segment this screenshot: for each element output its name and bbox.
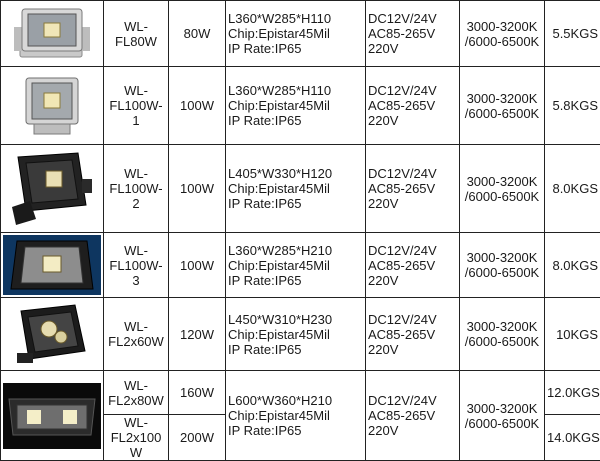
- power-cell: [169, 1, 226, 67]
- weight-text: 8.0KGS: [547, 258, 598, 273]
- cct-text: 3000-3200K /6000-6500K: [462, 91, 542, 121]
- power-cell: [169, 233, 226, 298]
- cct-cell: [460, 67, 545, 145]
- power-cell: [169, 371, 226, 415]
- model-cell: [104, 1, 169, 67]
- model-text: WL- FL100W- 3: [106, 243, 166, 288]
- voltage-cell: [366, 67, 460, 145]
- weight-text: 12.0KGS: [547, 385, 598, 400]
- cct-text: 3000-3200K /6000-6500K: [462, 319, 542, 349]
- spec-text: L360*W285*H110 Chip:Epistar45Mil IP Rate:IP65: [228, 11, 363, 56]
- voltage-text: DC12V/24V AC85-265V 220V: [368, 83, 457, 128]
- weight-text: 5.5KGS: [547, 26, 598, 41]
- power-text: 100W: [171, 98, 223, 113]
- power-text: 160W: [171, 385, 223, 400]
- spec-cell: [226, 233, 366, 298]
- spec-cell: [226, 145, 366, 233]
- model-cell: [104, 145, 169, 233]
- model-text: WL- FL100W- 1: [106, 83, 166, 128]
- weight-cell: [545, 415, 600, 461]
- voltage-cell: [366, 371, 460, 461]
- weight-cell: [545, 298, 600, 371]
- table-row: [1, 298, 600, 371]
- product-photo-cell: [1, 1, 104, 67]
- voltage-text: DC12V/24V AC85-265V 220V: [368, 312, 457, 357]
- model-text: WL- FL2x100 W: [106, 415, 166, 460]
- model-cell: [104, 233, 169, 298]
- power-cell: [169, 145, 226, 233]
- table-row: [1, 67, 600, 145]
- weight-cell: [545, 371, 600, 415]
- cct-cell: [460, 298, 545, 371]
- weight-text: 5.8KGS: [547, 98, 598, 113]
- cct-cell: [460, 233, 545, 298]
- model-cell: [104, 415, 169, 461]
- floodlight-dark-twin-icon: [3, 383, 101, 449]
- product-photo-cell: [1, 233, 104, 298]
- voltage-cell: [366, 233, 460, 298]
- model-cell: [104, 371, 169, 415]
- model-text: WL- FL2x60W: [106, 319, 166, 349]
- model-text: WL- FL100W- 2: [106, 166, 166, 211]
- power-text: 80W: [171, 26, 223, 41]
- power-text: 100W: [171, 181, 223, 196]
- product-photo-cell: [1, 67, 104, 145]
- cct-cell: [460, 1, 545, 67]
- cct-text: 3000-3200K /6000-6500K: [462, 174, 542, 204]
- power-cell: [169, 298, 226, 371]
- weight-text: 10KGS: [547, 327, 598, 342]
- spec-text: L450*W310*H230 Chip:Epistar45Mil IP Rate:IP65: [228, 312, 363, 357]
- power-text: 100W: [171, 258, 223, 273]
- weight-text: 14.0KGS: [547, 430, 598, 445]
- model-text: WL- FL80W: [106, 19, 166, 49]
- floodlight-silver-icon: [10, 5, 94, 63]
- power-text: 200W: [171, 430, 223, 445]
- weight-cell: [545, 233, 600, 298]
- spec-cell: [226, 298, 366, 371]
- weight-text: 8.0KGS: [547, 181, 598, 196]
- voltage-text: DC12V/24V AC85-265V 220V: [368, 166, 457, 211]
- table-row: [1, 371, 600, 415]
- table-row: [1, 1, 600, 67]
- floodlight-black-twin-icon: [13, 301, 91, 367]
- product-photo-cell: [1, 145, 104, 233]
- table-row: [1, 145, 600, 233]
- spec-cell: [226, 371, 366, 461]
- weight-cell: [545, 1, 600, 67]
- floodlight-black-icon: [8, 149, 96, 229]
- floodlight-silver-icon: [22, 74, 82, 138]
- weight-cell: [545, 145, 600, 233]
- product-photo-cell: [1, 371, 104, 461]
- spec-text: L405*W330*H120 Chip:Epistar45Mil IP Rate:IP65: [228, 166, 363, 211]
- table-row: [1, 233, 600, 298]
- voltage-cell: [366, 145, 460, 233]
- voltage-cell: [366, 298, 460, 371]
- voltage-text: DC12V/24V AC85-265V 220V: [368, 11, 457, 56]
- product-photo-cell: [1, 298, 104, 371]
- voltage-text: DC12V/24V AC85-265V 220V: [368, 243, 457, 288]
- power-cell: [169, 415, 226, 461]
- voltage-text: DC12V/24V AC85-265V 220V: [368, 393, 457, 438]
- cct-text: 3000-3200K /6000-6500K: [462, 250, 542, 280]
- spec-text: L360*W285*H110 Chip:Epistar45Mil IP Rate:IP65: [228, 83, 363, 128]
- power-cell: [169, 67, 226, 145]
- model-cell: [104, 67, 169, 145]
- cct-text: 3000-3200K /6000-6500K: [462, 19, 542, 49]
- spec-cell: [226, 67, 366, 145]
- spec-cell: [226, 1, 366, 67]
- cct-text: 3000-3200K /6000-6500K: [462, 401, 542, 431]
- spec-text: L600*W360*H210 Chip:Epistar45Mil IP Rate:IP65: [228, 393, 363, 438]
- weight-cell: [545, 67, 600, 145]
- cct-cell: [460, 145, 545, 233]
- model-text: WL- FL2x80W: [106, 378, 166, 408]
- model-cell: [104, 298, 169, 371]
- floodlight-blue-bg-icon: [3, 235, 101, 295]
- voltage-cell: [366, 1, 460, 67]
- power-text: 120W: [171, 327, 223, 342]
- cct-cell: [460, 371, 545, 461]
- spec-text: L360*W285*H210 Chip:Epistar45Mil IP Rate:IP65: [228, 243, 363, 288]
